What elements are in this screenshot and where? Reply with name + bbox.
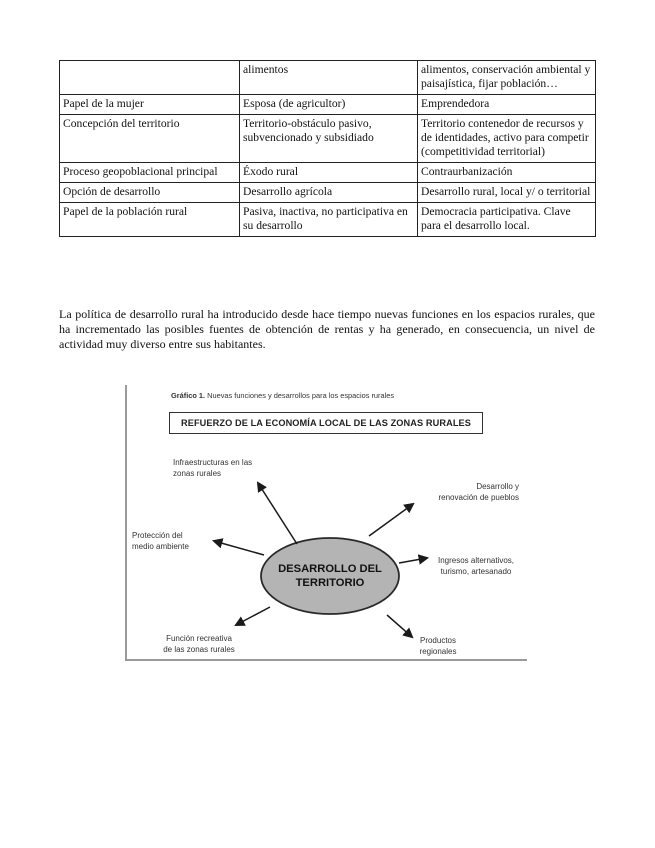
table-row [60, 95, 596, 115]
label-ingresos [426, 556, 526, 577]
figure-diagram [125, 385, 527, 661]
table-cell: Emprendedora [418, 95, 596, 115]
comparison-table [59, 60, 596, 237]
label-desarrollo [425, 482, 519, 503]
table-cell: Desarrollo agrícola [240, 183, 418, 203]
table-cell: Papel de la mujer [60, 95, 240, 115]
figure-graphic [125, 385, 527, 661]
table-row [60, 163, 596, 183]
table-cell: alimentos, conservación ambiental y paisajística, fijar población… [418, 61, 596, 95]
arrow-ingresos [399, 558, 427, 563]
table-row [60, 203, 596, 237]
label-funcion [149, 634, 249, 655]
table-cell: Democracia participativa. Clave para el desarrollo local. [418, 203, 596, 237]
label-productos [407, 636, 469, 657]
table-row [60, 61, 596, 95]
label-ingresos-line1: Ingresos alternativos, [437, 556, 515, 565]
table-cell: Desarrollo rural, local y/ o territorial [418, 183, 596, 203]
label-proteccion [132, 531, 189, 552]
label-funcion-line1: Función recreativa [166, 634, 232, 643]
center-label [259, 540, 401, 612]
label-productos-line2: regionales [419, 646, 457, 656]
center-label-line2: TERRITORIO [295, 577, 365, 589]
table-cell: Opción de desarrollo [60, 183, 240, 203]
figure-caption-number: Gráfico 1. [171, 391, 206, 400]
figure-banner: REFUERZO DE LA ECONOMÍA LOCAL DE LAS ZONAS RURALES [169, 412, 483, 434]
label-infraestructuras-line1: Infraestructuras en las [173, 458, 253, 467]
arrow-infraestructuras [258, 483, 297, 544]
table-row [60, 183, 596, 203]
table-cell: alimentos [240, 61, 418, 95]
label-funcion-line2: de las zonas rurales [163, 644, 235, 654]
label-proteccion-line2: medio ambiente [132, 541, 189, 551]
table-cell: Éxodo rural [240, 163, 418, 183]
table-cell: Proceso geopoblacional principal [60, 163, 240, 183]
center-label-line1: DESARROLLO DEL [278, 563, 382, 575]
table-cell: Territorio-obstáculo pasivo, subvencionado y subsidiado [240, 115, 418, 163]
arrow-proteccion [214, 541, 264, 555]
label-desarrollo-line2: renovación de pueblos [438, 492, 519, 502]
label-proteccion-line1: Protección del [132, 531, 183, 540]
table-cell: Esposa (de agricultor) [240, 95, 418, 115]
label-infraestructuras [173, 458, 252, 479]
label-desarrollo-line1: Desarrollo y [476, 482, 519, 491]
table-cell: Pasiva, inactiva, no participativa en su desarrollo [240, 203, 418, 237]
table-cell: Territorio contenedor de recursos y de identidades, activo para competir (competitividad territorial) [418, 115, 596, 163]
label-infraestructuras-line2: zonas rurales [173, 468, 222, 478]
body-paragraph: La política de desarrollo rural ha introducido desde hace tiempo nuevas funciones en los espacios rurales, que ha incrementado las posibles fuentes de obtención de rentas y ha generado, en consecuencia, un nivel de actividad muy diverso entre sus habitantes. [59, 307, 595, 351]
arrow-productos [387, 615, 412, 637]
table-row [60, 115, 596, 163]
arrow-desarrollo [369, 504, 413, 536]
table-cell: Papel de la población rural [60, 203, 240, 237]
table-cell [60, 61, 240, 95]
table-cell: Concepción del territorio [60, 115, 240, 163]
label-productos-line1: Productos [419, 636, 457, 645]
table-cell: Contraurbanización [418, 163, 596, 183]
figure-caption-text: Nuevas funciones y desarrollos para los espacios rurales [205, 391, 395, 400]
label-ingresos-line2: turismo, artesanado [440, 566, 512, 576]
comparison-table-body [60, 61, 596, 237]
